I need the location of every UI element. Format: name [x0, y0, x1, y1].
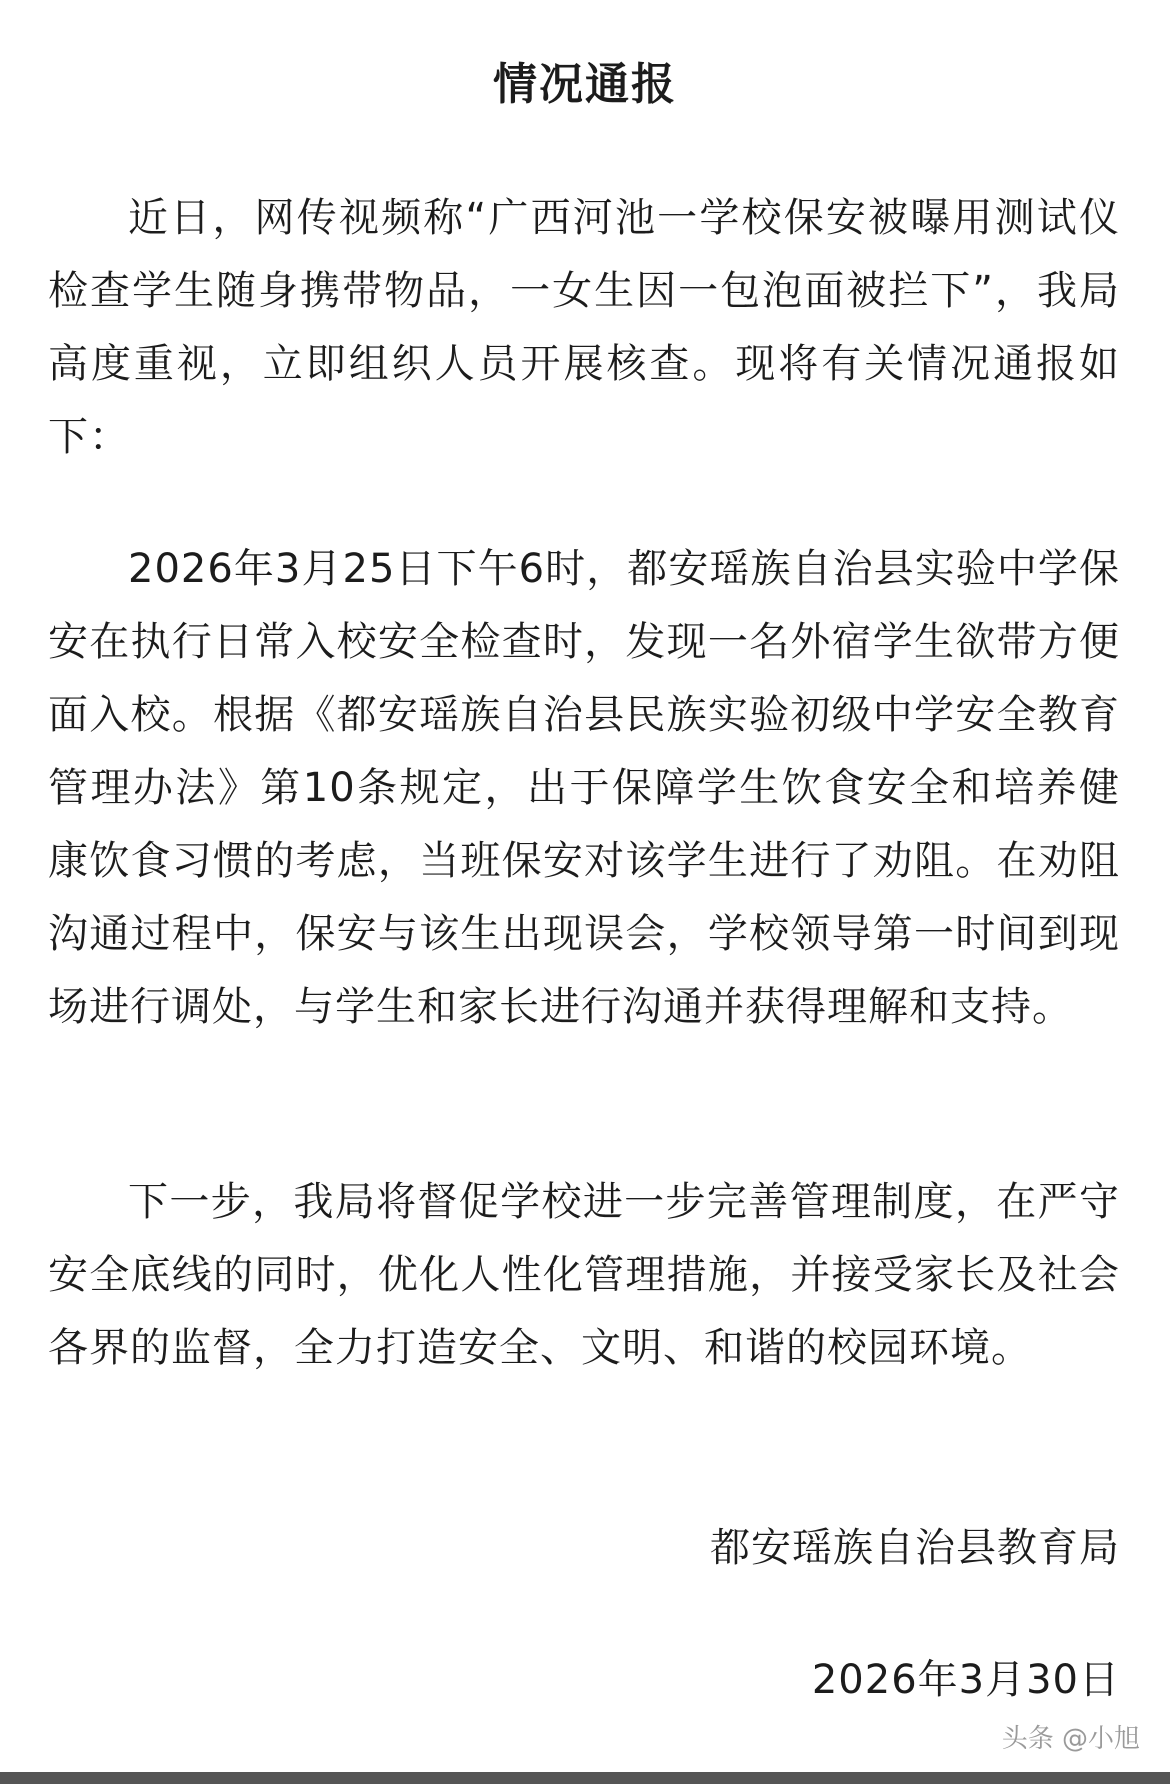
- watermark-text: 头条 @小旭: [1001, 1724, 1140, 1754]
- bottom-bar: [0, 1772, 1170, 1784]
- paragraph-intro: 近日，网传视频称“广西河池一学校保安被曝用测试仪检查学生随身携带物品，一女生因一包泡面被拦下”，我局高度重视，立即组织人员开展核查。现将有关情况通报如下：: [48, 195, 1120, 460]
- issuer-signature: 都安瑶族自治县教育局: [710, 1525, 1120, 1571]
- issue-date: 2026年3月30日: [811, 1657, 1120, 1703]
- document-title: 情况通报: [493, 59, 677, 110]
- paragraph-next-steps: 下一步，我局将督促学校进一步完善管理制度，在严守安全底线的同时，优化人性化管理措施，并接受家长及社会各界的监督，全力打造安全、文明、和谐的校园环境。: [48, 1179, 1120, 1371]
- paragraph-details: 2026年3月25日下午6时，都安瑶族自治县实验中学保安在执行日常入校安全检查时，发现一名外宿学生欲带方便面入校。根据《都安瑶族自治县民族实验初级中学安全教育管理办法》第10条规定，出于保障学生饮食安全和培养健康饮食习惯的考虑，当班保安对该学生进行了劝阻。在劝阻沟通过程中，保安与该生出现误会，学校领导第一时间到现场进行调处，与学生和家长进行沟通并获得理解和支持。: [48, 546, 1120, 1030]
